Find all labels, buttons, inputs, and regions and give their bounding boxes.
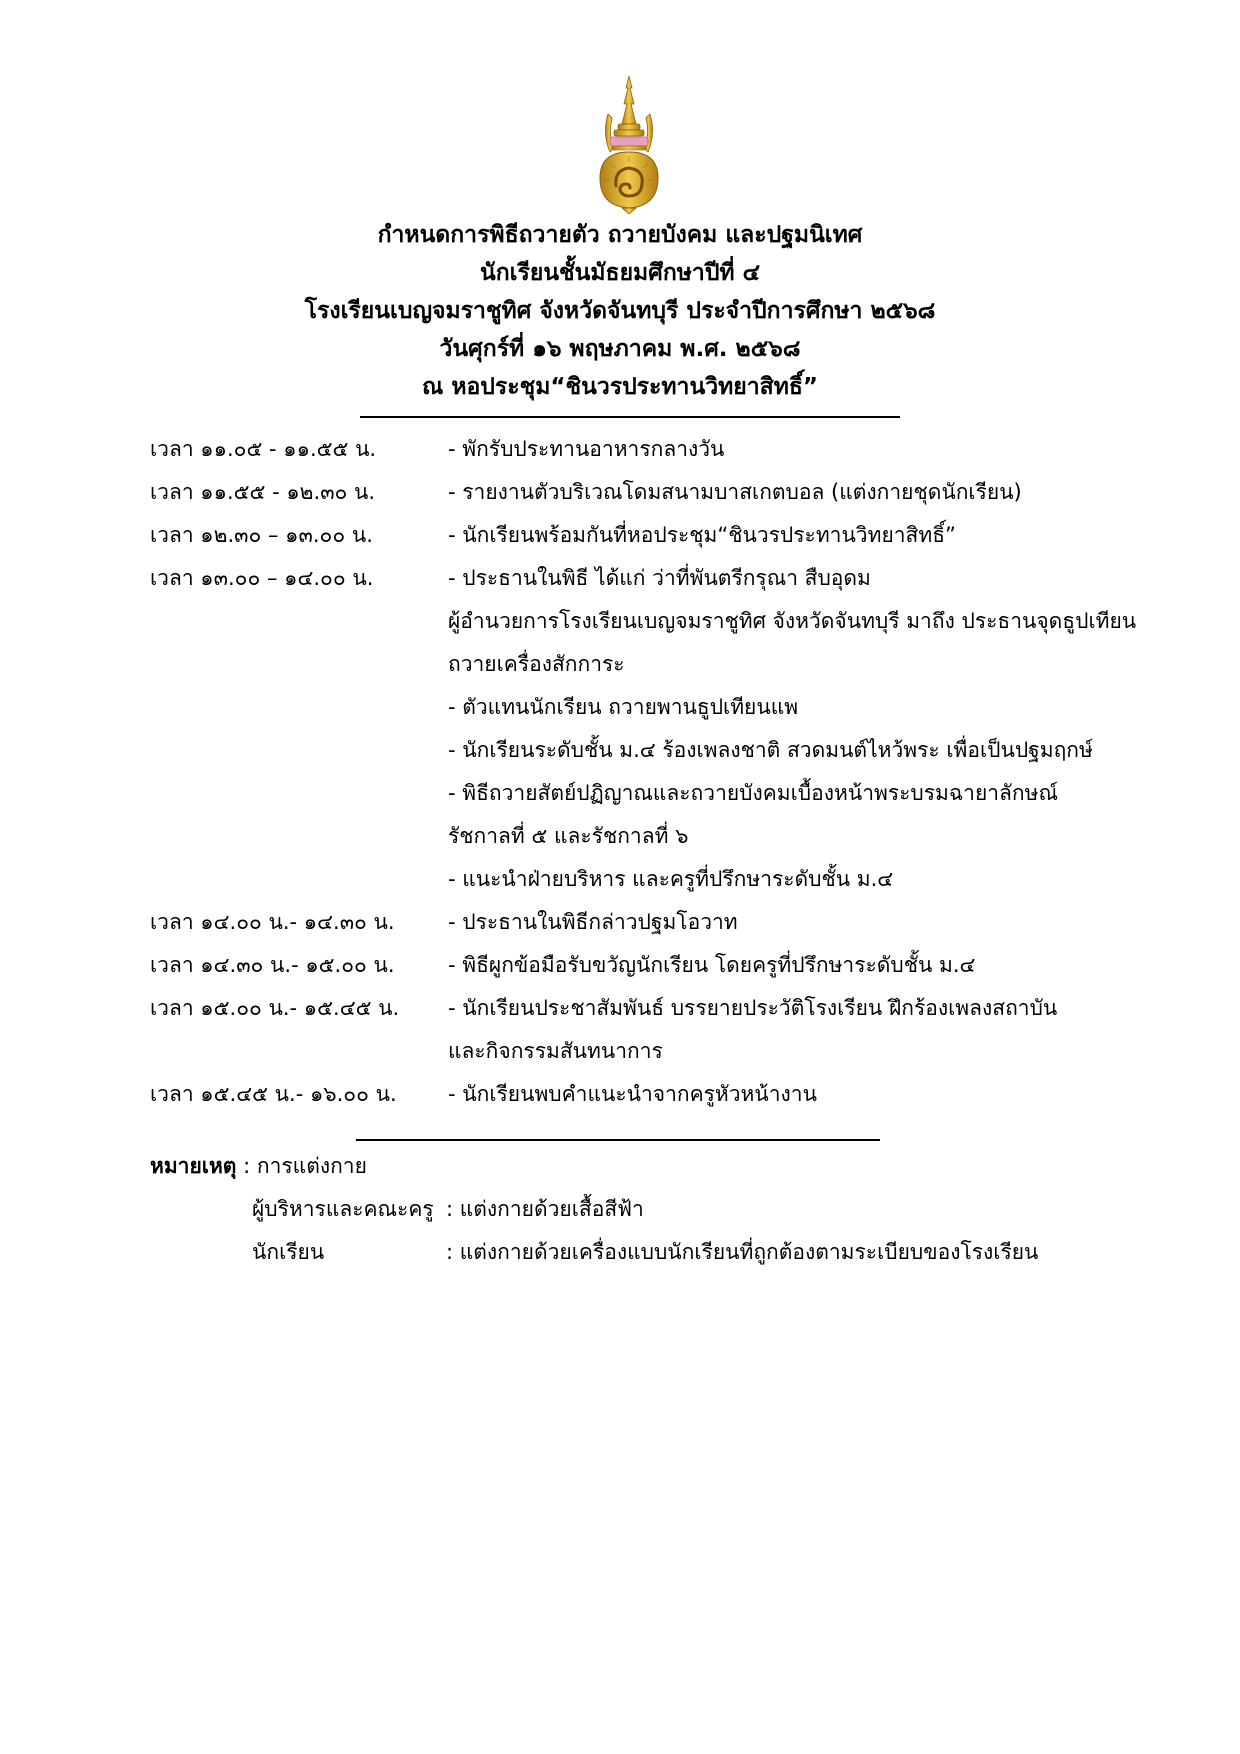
schedule-desc: - ประธานในพิธี ได้แก่ ว่าที่พันตรีกรุณา สืบอุดม bbox=[448, 566, 871, 590]
schedule-desc: - พิธีผูกข้อมือรับขวัญนักเรียน โดยครูที่ปรึกษาระดับชั้น ม.๔ bbox=[448, 953, 976, 977]
schedule-time: เวลา ๑๕.๐๐ น.- ๑๕.๔๕ น. bbox=[150, 996, 400, 1020]
schedule-desc: - แนะนำฝ่ายบริหาร และครูที่ปรึกษาระดับชั้น ม.๔ bbox=[448, 867, 894, 891]
title-line-1: กำหนดการพิธีถวายตัว ถวายบังคม และปฐมนิเทศ bbox=[377, 222, 863, 248]
title-line-3: โรงเรียนเบญจมราชูทิศ จังหวัดจันทบุรี ประจำปีการศึกษา ๒๕๖๘ bbox=[304, 298, 936, 324]
schedule-time: เวลา ๑๕.๔๕ น.- ๑๖.๐๐ น. bbox=[150, 1082, 397, 1106]
note-item bbox=[150, 1188, 1150, 1231]
schedule-row bbox=[150, 944, 1150, 987]
schedule-row bbox=[150, 772, 1150, 815]
schedule-desc: - ตัวแทนนักเรียน ถวายพานธูปเทียนแพ bbox=[448, 695, 799, 719]
schedule-row bbox=[150, 1073, 1150, 1116]
schedule-desc: - นักเรียนพบคำแนะนำจากครูหัวหน้างาน bbox=[448, 1082, 817, 1106]
schedule-row bbox=[150, 1030, 1150, 1073]
school-emblem-icon bbox=[596, 74, 662, 214]
note-item-label: ผู้บริหารและคณะครู bbox=[252, 1197, 434, 1221]
schedule-desc: - พักรับประทานอาหารกลางวัน bbox=[448, 437, 725, 461]
schedule-time: เวลา ๑๑.๕๕ - ๑๒.๓๐ น. bbox=[150, 480, 376, 504]
schedule-desc: ผู้อำนวยการโรงเรียนเบญจมราชูทิศ จังหวัดจันทบุรี มาถึง ประธานจุดธูปเทียน bbox=[448, 609, 1137, 633]
schedule-row bbox=[150, 557, 1150, 600]
schedule-time: เวลา ๑๓.๐๐ – ๑๔.๐๐ น. bbox=[150, 566, 374, 590]
schedule-desc: ถวายเครื่องสักการะ bbox=[448, 652, 625, 676]
schedule-desc: รัชกาลที่ ๕ และรัชกาลที่ ๖ bbox=[448, 824, 689, 848]
schedule-desc: - พิธีถวายสัตย์ปฏิญาณและถวายบังคมเบื้องหน้าพระบรมฉายาลักษณ์ bbox=[448, 781, 1058, 805]
title-line-5: ณ หอประชุม“ชินวรประทานวิทยาสิทธิ์” bbox=[421, 374, 819, 400]
note-item-desc: : แต่งกายด้วยเครื่องแบบนักเรียนที่ถูกต้องตามระเบียบของโรงเรียน bbox=[446, 1240, 1039, 1264]
schedule-row bbox=[150, 901, 1150, 944]
schedule-desc: - ประธานในพิธีกล่าวปฐมโอวาท bbox=[448, 910, 738, 934]
note-heading-rest: : การแต่งกาย bbox=[236, 1154, 367, 1178]
schedule-desc: - นักเรียนประชาสัมพันธ์ บรรยายประวัติโรงเรียน ฝึกร้องเพลงสถาบัน bbox=[448, 996, 1058, 1020]
schedule-row bbox=[150, 686, 1150, 729]
note-item bbox=[150, 1231, 1150, 1274]
title-line-2: นักเรียนชั้นมัธยมศึกษาปีที่ ๔ bbox=[479, 260, 760, 286]
note-heading-row bbox=[150, 1145, 1150, 1188]
schedule-row bbox=[150, 471, 1150, 514]
schedule-row bbox=[150, 600, 1150, 643]
schedule-desc: - รายงานตัวบริเวณโดมสนามบาสเกตบอล (แต่งกายชุดนักเรียน) bbox=[448, 480, 1022, 504]
title-line-4: วันศุกร์ที่ ๑๖ พฤษภาคม พ.ศ. ๒๕๖๘ bbox=[439, 336, 801, 362]
schedule-row bbox=[150, 514, 1150, 557]
schedule-desc: และกิจกรรมสันทนาการ bbox=[448, 1039, 663, 1063]
schedule-time: เวลา ๑๑.๐๕ - ๑๑.๕๕ น. bbox=[150, 437, 377, 461]
note-heading: หมายเหตุ bbox=[150, 1154, 237, 1178]
note-item-label: นักเรียน bbox=[252, 1240, 325, 1264]
schedule-row bbox=[150, 858, 1150, 901]
schedule-desc: - นักเรียนพร้อมกันที่หอประชุม“ชินวรประทานวิทยาสิทธิ์” bbox=[448, 523, 956, 547]
divider-bottom bbox=[356, 1139, 880, 1141]
schedule-row bbox=[150, 815, 1150, 858]
schedule-desc: - นักเรียนระดับชั้น ม.๔ ร้องเพลงชาติ สวดมนต์ไหว้พระ เพื่อเป็นปฐมฤกษ์ bbox=[448, 738, 1093, 762]
schedule-time: เวลา ๑๔.๐๐ น.- ๑๔.๓๐ น. bbox=[150, 910, 395, 934]
divider-top bbox=[360, 416, 900, 418]
note-item-desc: : แต่งกายด้วยเสื้อสีฟ้า bbox=[446, 1197, 644, 1221]
schedule-row bbox=[150, 729, 1150, 772]
schedule-row bbox=[150, 987, 1150, 1030]
schedule-list bbox=[150, 428, 1150, 1116]
schedule-row bbox=[150, 428, 1150, 471]
note-section bbox=[150, 1145, 1150, 1274]
schedule-time: เวลา ๑๒.๓๐ – ๑๓.๐๐ น. bbox=[150, 523, 373, 547]
document-header bbox=[0, 216, 1240, 406]
schedule-time: เวลา ๑๔.๓๐ น.- ๑๕.๐๐ น. bbox=[150, 953, 395, 977]
schedule-row bbox=[150, 643, 1150, 686]
